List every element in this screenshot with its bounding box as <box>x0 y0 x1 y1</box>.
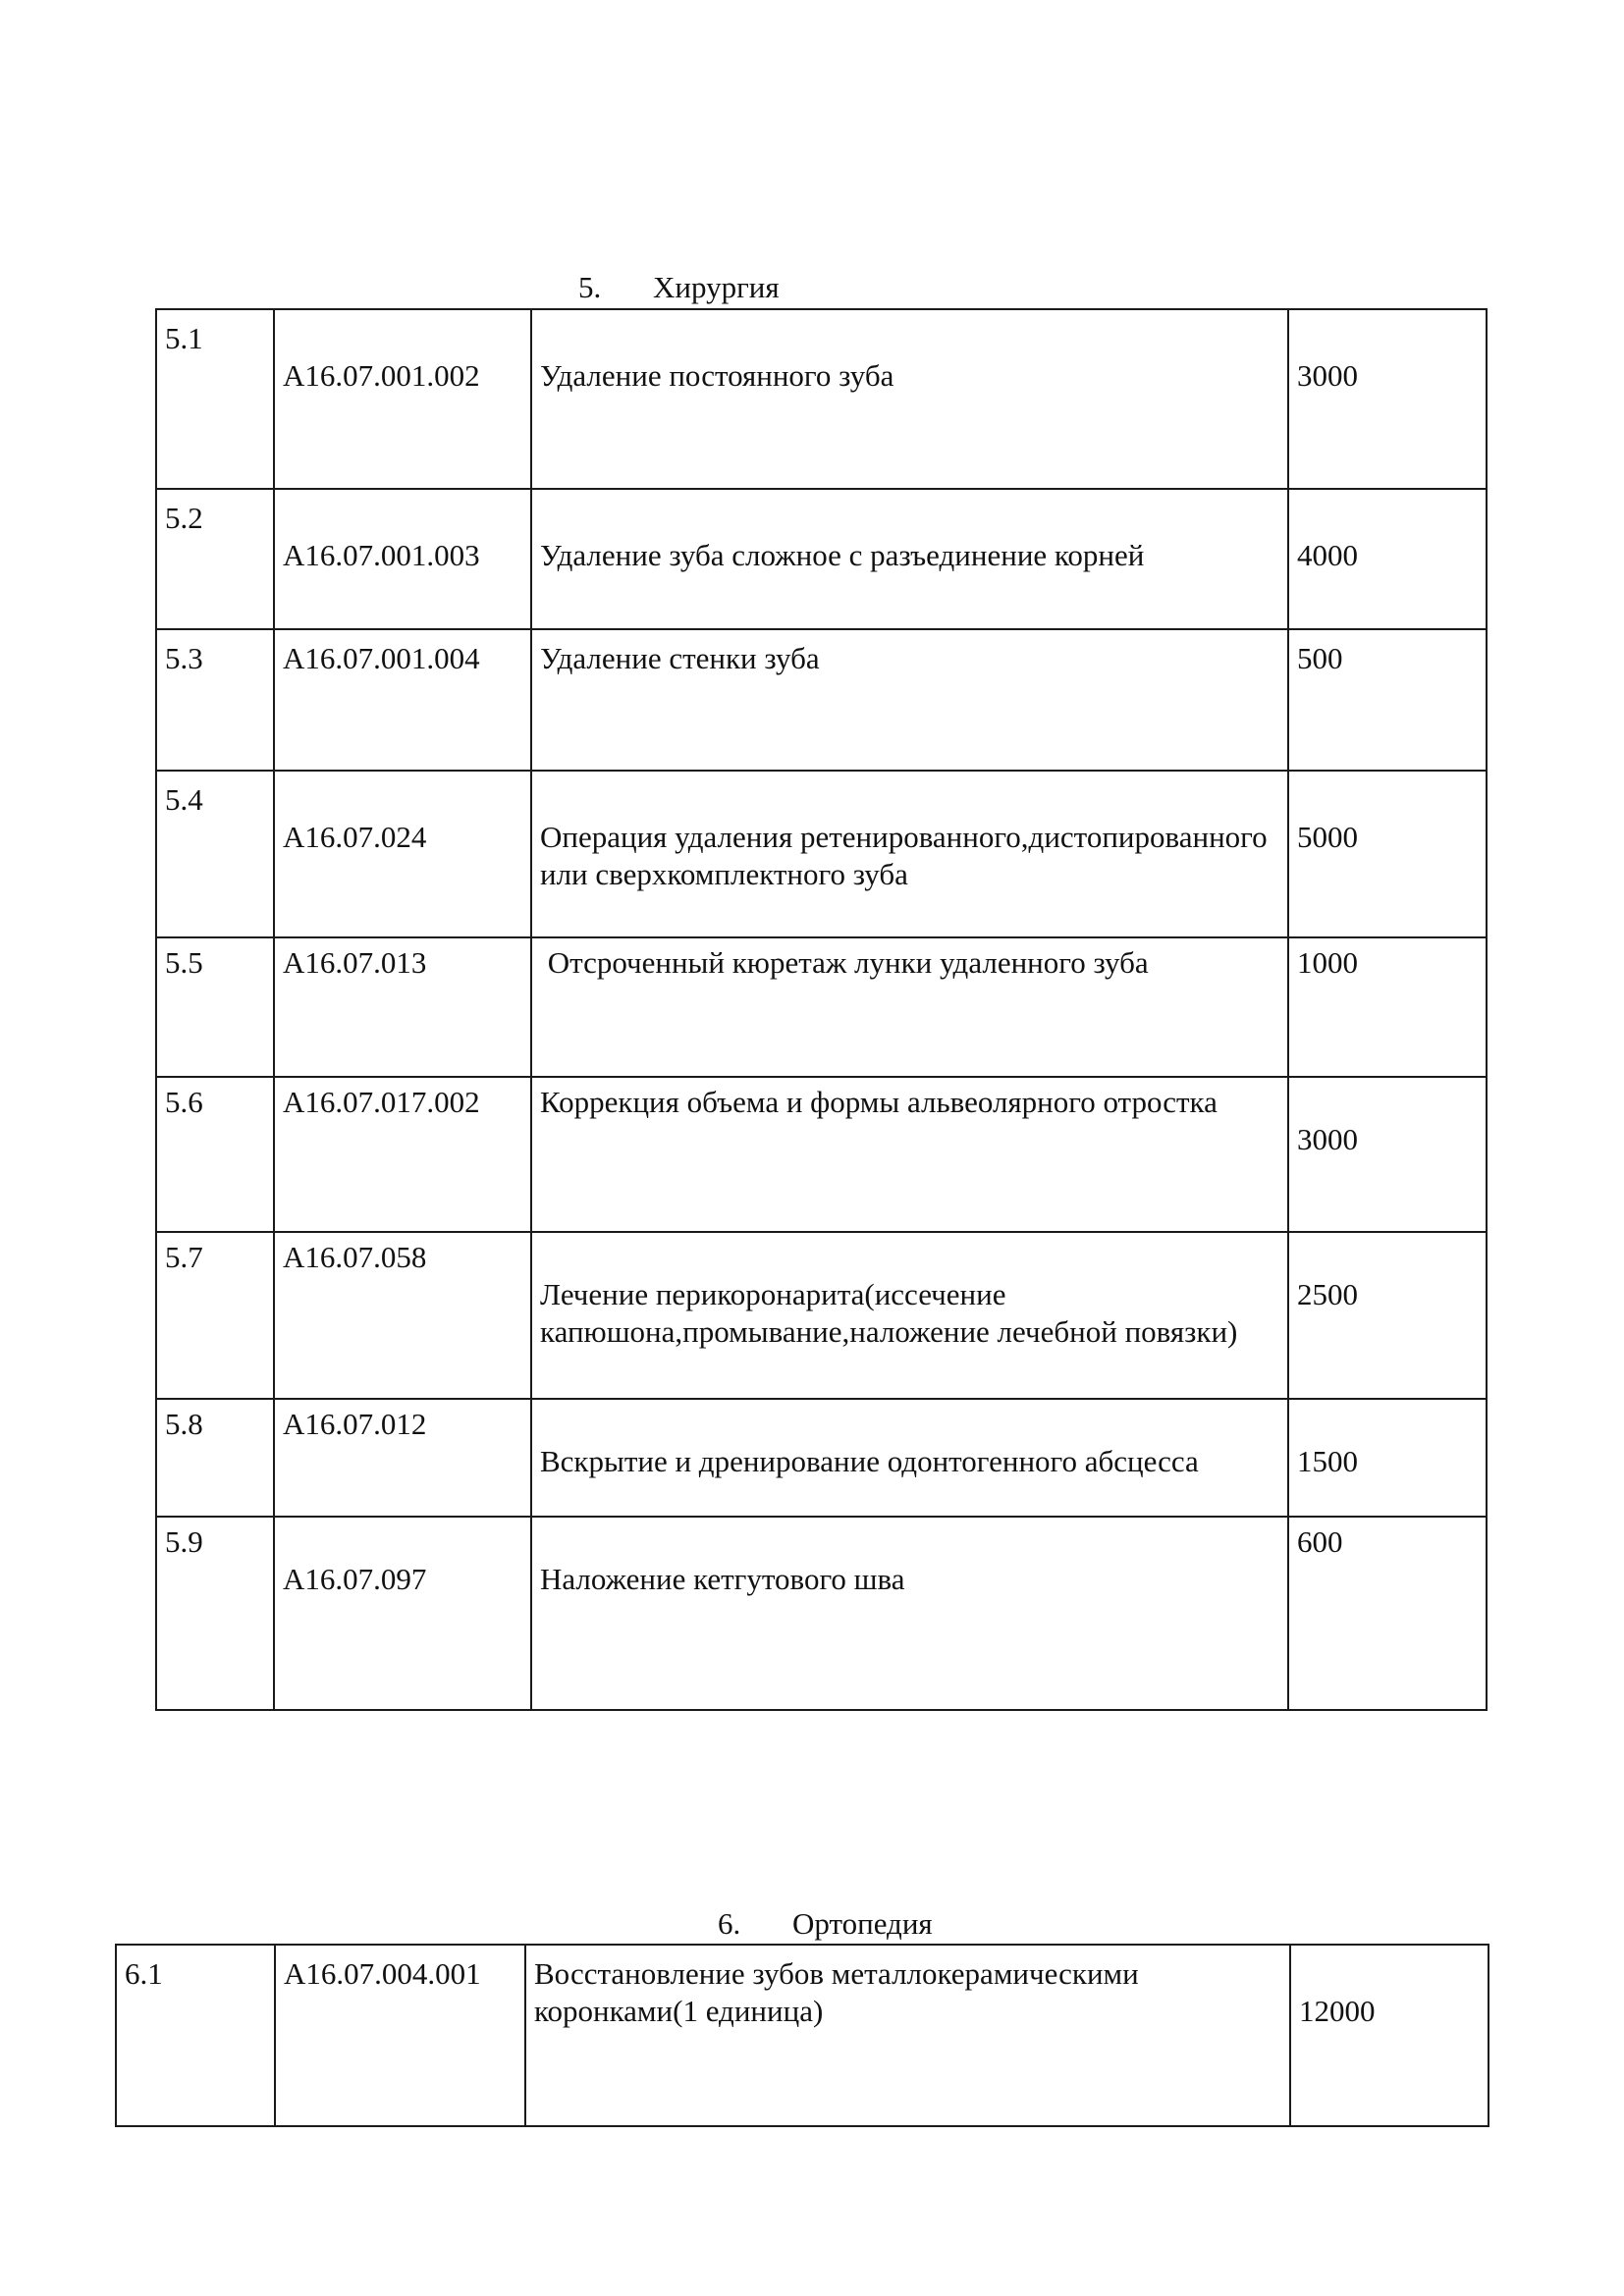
service-name: Вскрытие и дренирование одонтогенного абсцесса <box>540 1444 1199 1478</box>
service-price: 5000 <box>1297 820 1358 854</box>
service-price: 3000 <box>1297 358 1358 393</box>
price-cell <box>1288 771 1487 937</box>
row-number-cell <box>156 1077 274 1232</box>
service-code: A16.07.004.001 <box>284 1956 481 1991</box>
service-price: 2500 <box>1297 1277 1358 1311</box>
service-cell <box>525 1945 1290 2126</box>
service-cell <box>531 629 1288 771</box>
service-code: A16.07.058 <box>283 1240 427 1274</box>
service-price: 1000 <box>1297 945 1358 980</box>
code-cell <box>274 1232 531 1399</box>
code-cell <box>274 1399 531 1517</box>
service-cell <box>531 1399 1288 1517</box>
price-cell <box>1288 1517 1487 1710</box>
table-row <box>156 771 1487 937</box>
orthopedics-price-table <box>115 1944 1489 2127</box>
section-number: 5. <box>578 270 602 304</box>
row-number-cell <box>156 629 274 771</box>
service-code: A16.07.001.004 <box>283 641 480 675</box>
row-number: 5.9 <box>165 1524 203 1559</box>
service-price: 4000 <box>1297 538 1358 572</box>
service-price: 500 <box>1297 641 1343 675</box>
row-number: 5.1 <box>165 321 203 355</box>
service-name: Удаление зуба сложное с разъединение корней <box>540 538 1145 572</box>
service-cell <box>531 937 1288 1077</box>
row-number-cell <box>116 1945 275 2126</box>
table-row <box>156 1077 1487 1232</box>
section-number: 6. <box>718 1906 741 1941</box>
section-title: Ортопедия <box>792 1906 933 1941</box>
table-row <box>156 1399 1487 1517</box>
service-name: Отсроченный кюретаж лунки удаленного зуба <box>540 945 1149 980</box>
row-number: 5.8 <box>165 1407 203 1441</box>
code-cell <box>274 771 531 937</box>
service-name: Лечение перикоронарита(иссечение капюшона,промывание,наложение лечебной повязки) <box>540 1277 1238 1349</box>
row-number: 5.7 <box>165 1240 203 1274</box>
service-cell <box>531 309 1288 489</box>
code-cell <box>274 489 531 629</box>
code-cell <box>274 629 531 771</box>
table-row <box>156 489 1487 629</box>
service-cell <box>531 489 1288 629</box>
service-code: A16.07.017.002 <box>283 1085 480 1119</box>
service-cell <box>531 771 1288 937</box>
code-cell <box>274 1517 531 1710</box>
service-price: 12000 <box>1299 1994 1376 2028</box>
price-cell <box>1288 1232 1487 1399</box>
table-row <box>156 1517 1487 1710</box>
row-number-cell <box>156 1399 274 1517</box>
price-cell <box>1290 1945 1489 2126</box>
row-number: 5.4 <box>165 782 203 817</box>
service-code: A16.07.024 <box>283 820 427 854</box>
price-cell <box>1288 1077 1487 1232</box>
price-cell <box>1288 309 1487 489</box>
service-price: 3000 <box>1297 1122 1358 1156</box>
table-row <box>156 1232 1487 1399</box>
service-code: A16.07.097 <box>283 1562 427 1596</box>
row-number-cell <box>156 1232 274 1399</box>
service-name: Восстановление зубов металлокерамическими коронками(1 единица) <box>534 1956 1139 2028</box>
service-cell <box>531 1077 1288 1232</box>
table-row <box>156 309 1487 489</box>
service-cell <box>531 1232 1288 1399</box>
service-name: Операция удаления ретенированного,дистопированного или сверхкомплектного зуба <box>540 820 1268 891</box>
row-number: 5.2 <box>165 501 203 535</box>
service-code: A16.07.001.003 <box>283 538 480 572</box>
section-title: Хирургия <box>653 270 780 304</box>
service-name: Удаление стенки зуба <box>540 641 820 675</box>
service-name: Коррекция объема и формы альвеолярного отростка <box>540 1085 1218 1119</box>
row-number-cell <box>156 489 274 629</box>
price-cell <box>1288 937 1487 1077</box>
surgery-price-table <box>155 308 1488 1711</box>
row-number: 5.3 <box>165 641 203 675</box>
section-heading-surgery <box>578 269 780 306</box>
service-code: A16.07.013 <box>283 945 427 980</box>
price-cell <box>1288 1399 1487 1517</box>
code-cell <box>274 309 531 489</box>
service-price: 1500 <box>1297 1444 1358 1478</box>
row-number-cell <box>156 771 274 937</box>
price-cell <box>1288 629 1487 771</box>
row-number-cell <box>156 1517 274 1710</box>
row-number: 5.5 <box>165 945 203 980</box>
service-cell <box>531 1517 1288 1710</box>
price-cell <box>1288 489 1487 629</box>
service-code: A16.07.001.002 <box>283 358 480 393</box>
row-number: 6.1 <box>125 1956 163 1991</box>
code-cell <box>274 937 531 1077</box>
table-row <box>156 629 1487 771</box>
row-number: 5.6 <box>165 1085 203 1119</box>
table-row <box>156 937 1487 1077</box>
table-row <box>116 1945 1489 2126</box>
service-name: Удаление постоянного зуба <box>540 358 894 393</box>
service-code: A16.07.012 <box>283 1407 427 1441</box>
service-name: Наложение кетгутового шва <box>540 1562 905 1596</box>
code-cell <box>275 1945 525 2126</box>
row-number-cell <box>156 309 274 489</box>
service-price: 600 <box>1297 1524 1343 1559</box>
row-number-cell <box>156 937 274 1077</box>
code-cell <box>274 1077 531 1232</box>
section-heading-orthopedics <box>718 1905 933 1943</box>
